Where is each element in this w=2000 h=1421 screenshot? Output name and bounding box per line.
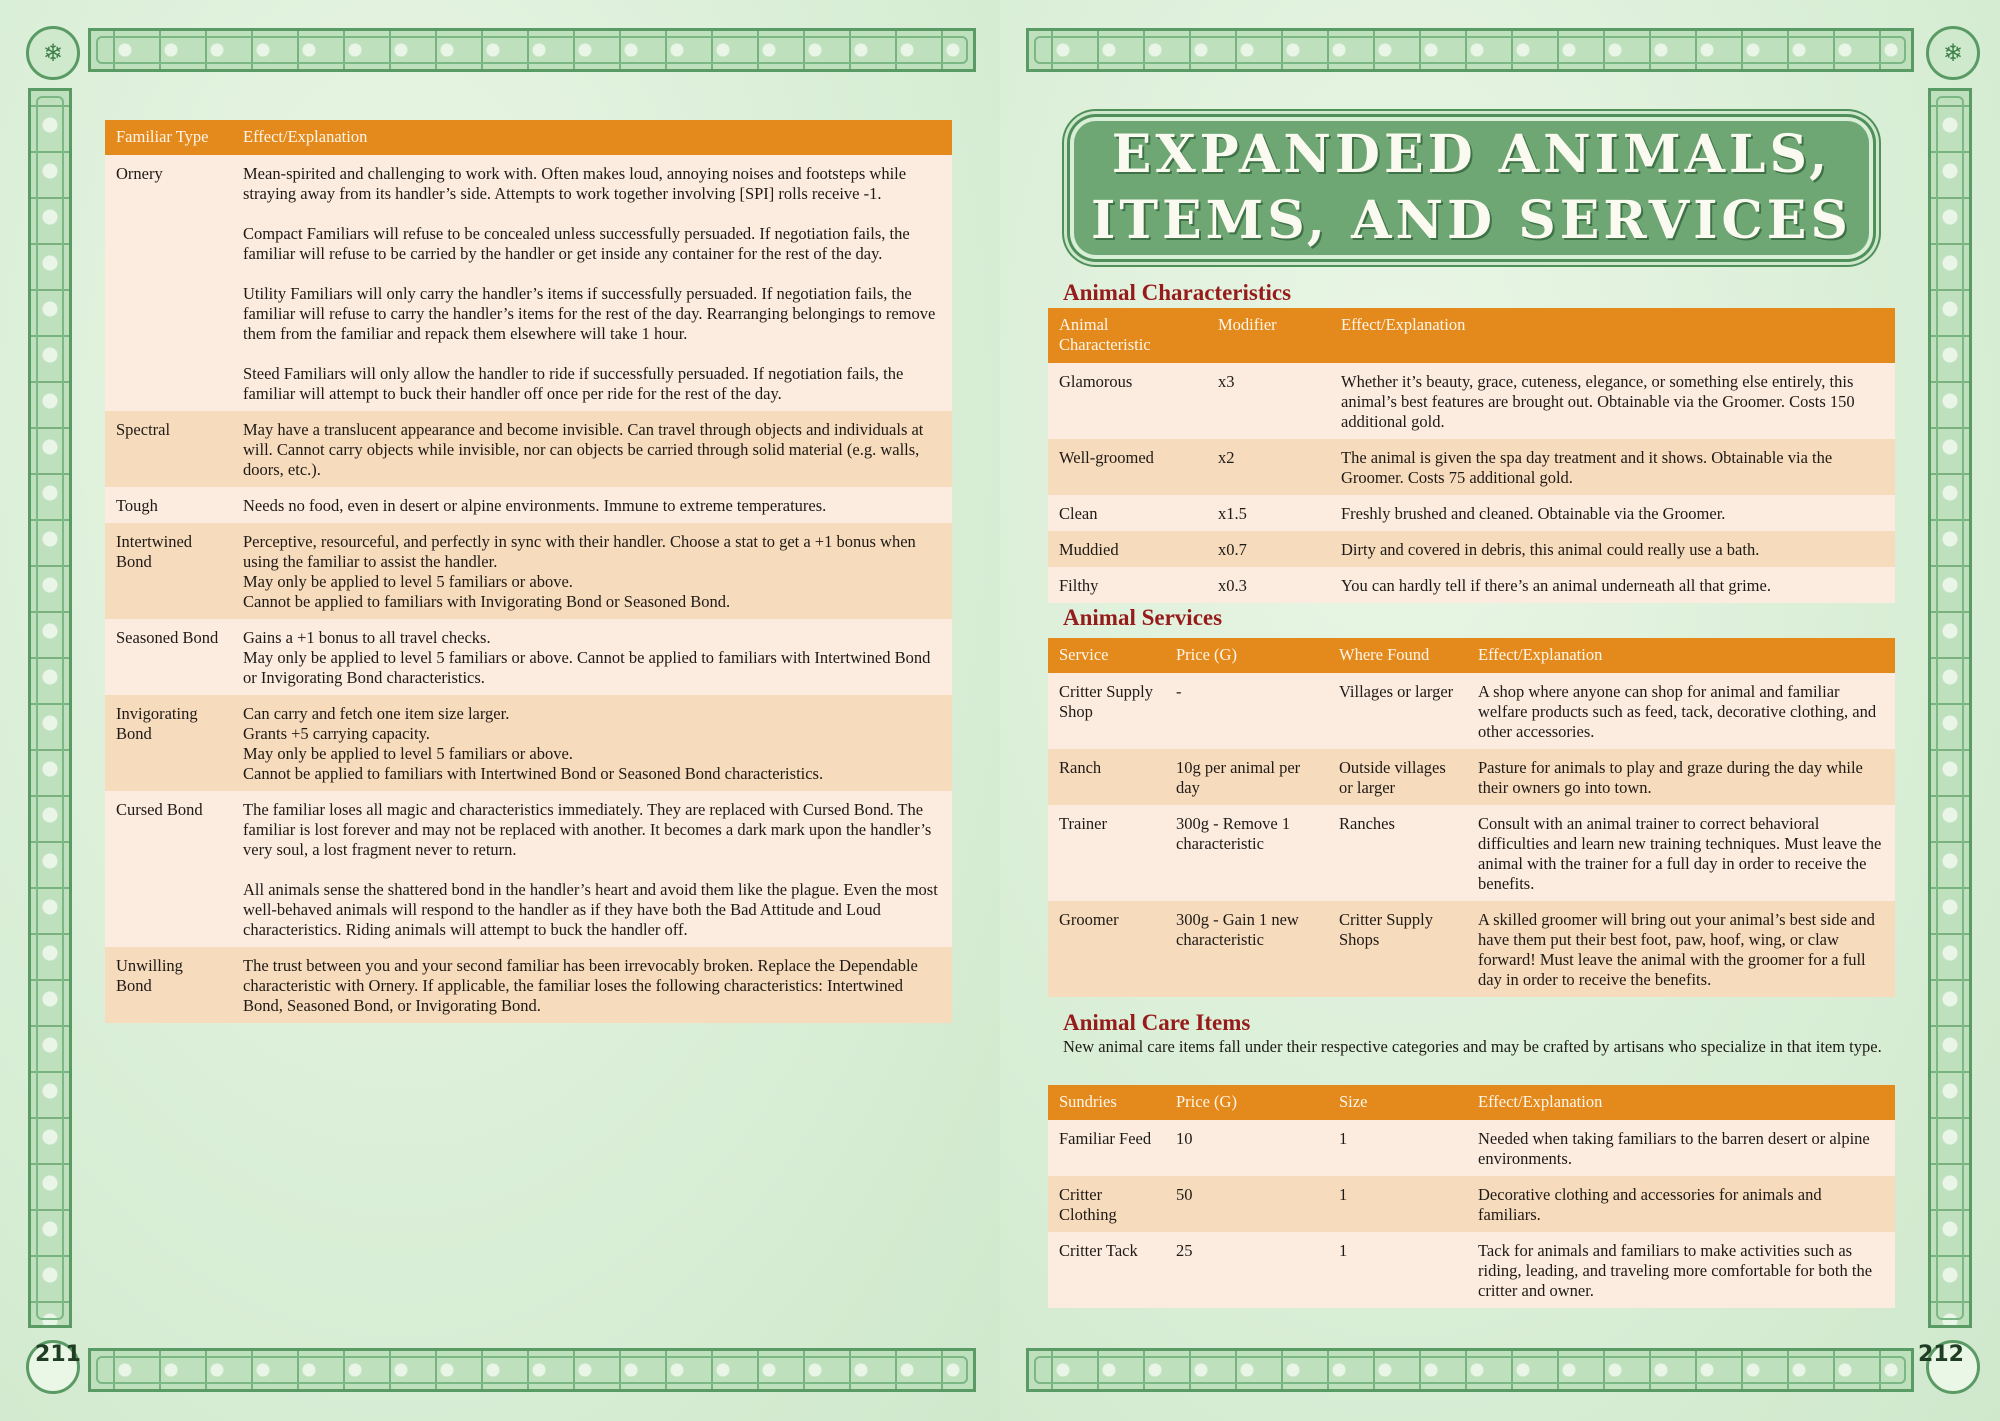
- effect-line: Gains a +1 bonus to all travel checks.: [243, 628, 491, 647]
- animal-care-items-table: [1048, 1085, 1895, 1308]
- column-header: Size: [1328, 1085, 1467, 1120]
- effect-paragraph: All animals sense the shattered bond in the handler’s heart and avoid them like the plague. Even the most well-behaved animals will respond to the handler as if they have both the Bad Attitude and Loud characteristics. Riding animals will attempt to buck the handler off.: [243, 880, 938, 939]
- effect-cell: [232, 487, 952, 523]
- effect-line: Cannot be applied to familiars with Intertwined Bond or Seasoned Bond characteristics.: [243, 764, 824, 783]
- table-row: [105, 619, 952, 695]
- modifier-cell: x1.5: [1207, 495, 1330, 531]
- effect-line: May have a translucent appearance and become invisible. Can travel through objects and individuals at will. Cannot carry objects while invisible, nor can objects be carried through solid material (e.g. walls, doors, etc.).: [243, 420, 924, 479]
- flame-ornament-icon: ❄: [1926, 26, 1980, 80]
- price-cell: 50: [1165, 1176, 1328, 1232]
- effect-line: Perceptive, resourceful, and perfectly in sync with their handler. Choose a stat to get a +1 bonus when using the familiar to assist the handler.: [243, 532, 916, 571]
- column-header: Price (G): [1165, 1085, 1328, 1120]
- effect-cell: Pasture for animals to play and graze during the day while their owners go into town.: [1467, 749, 1895, 805]
- column-header: Animal Characteristic: [1048, 308, 1207, 363]
- table-row: [105, 695, 952, 791]
- effect-cell: Needed when taking familiars to the barren desert or alpine environments.: [1467, 1120, 1895, 1176]
- effect-line: Cannot be applied to familiars with Invigorating Bond or Seasoned Bond.: [243, 592, 731, 611]
- familiar-type-cell: Tough: [105, 487, 232, 523]
- column-header: Effect/Explanation: [232, 120, 952, 155]
- effect-paragraph: Utility Familiars will only carry the handler’s items if successfully persuaded. If negotiation fails, the familiar will refuse to carry the handler’s items for the rest of the day. Rearranging belongings to remove them from the familiar and repack them elsewhere will take 1 hour.: [243, 284, 936, 343]
- effect-cell: Whether it’s beauty, grace, cuteness, elegance, or something else entirely, this animal’s best features are brought out. Obtainable via the Groomer. Costs 150 additional gold.: [1330, 363, 1895, 439]
- effect-cell: A skilled groomer will bring out your animal’s best side and have them put their best foot, paw, hoof, wing, or claw forward! Must leave the animal with the groomer for a full day in order to receive the benefits.: [1467, 901, 1895, 997]
- table-header-row: [1048, 1085, 1895, 1120]
- effect-paragraph: Mean-spirited and challenging to work with. Often makes loud, annoying noises and footsteps while straying away from its handler’s side. Attempts to work together involving [SPI] rolls receive -1.: [243, 164, 907, 203]
- effect-cell: Consult with an animal trainer to correct behavioral difficulties and learn new training techniques. Must leave the animal with the trainer for a full day in order to receive the benefits.: [1467, 805, 1895, 901]
- familiar-type-cell: Ornery: [105, 155, 232, 411]
- column-header: Effect/Explanation: [1467, 638, 1895, 673]
- modifier-cell: x3: [1207, 363, 1330, 439]
- column-header: Sundries: [1048, 1085, 1165, 1120]
- page-number: 211: [35, 1342, 81, 1367]
- familiar-type-cell: Unwilling Bond: [105, 947, 232, 1023]
- column-header: Where Found: [1328, 638, 1467, 673]
- effect-line: Needs no food, even in desert or alpine environments. Immune to extreme temperatures.: [243, 496, 827, 515]
- animal-characteristics-table: [1048, 308, 1895, 603]
- section-heading-characteristics: Animal Characteristics: [1063, 280, 1292, 305]
- chapter-title-banner: [1074, 121, 1869, 255]
- table-row: [1048, 1232, 1895, 1308]
- effect-paragraph: Compact Familiars will refuse to be concealed unless successfully persuaded. If negotiation fails, the familiar will refuse to be carried by the handler or get inside any container for the rest of the day.: [243, 224, 910, 263]
- column-header: Price (G): [1165, 638, 1328, 673]
- table-row: [105, 523, 952, 619]
- effect-cell: Tack for animals and familiars to make activities such as riding, leading, and traveling more comfortable for both the critter and owner.: [1467, 1232, 1895, 1308]
- price-cell: -: [1165, 673, 1328, 749]
- service-cell: Critter Supply Shop: [1048, 673, 1165, 749]
- table-row: [1048, 531, 1895, 567]
- column-header: Effect/Explanation: [1330, 308, 1895, 363]
- familiar-types-table: [105, 120, 952, 1023]
- characteristic-cell: Glamorous: [1048, 363, 1207, 439]
- service-cell: Ranch: [1048, 749, 1165, 805]
- modifier-cell: x0.7: [1207, 531, 1330, 567]
- characteristic-cell: Muddied: [1048, 531, 1207, 567]
- page-number: 212: [1918, 1342, 1964, 1367]
- familiar-type-cell: Cursed Bond: [105, 791, 232, 947]
- effect-cell: You can hardly tell if there’s an animal underneath all that grime.: [1330, 567, 1895, 603]
- effect-cell: The animal is given the spa day treatment and it shows. Obtainable via the Groomer. Costs 75 additional gold.: [1330, 439, 1895, 495]
- table-row: [1048, 439, 1895, 495]
- effect-cell: [232, 523, 952, 619]
- price-cell: 300g - Gain 1 new characteristic: [1165, 901, 1328, 997]
- effect-line: May only be applied to level 5 familiars or above. Cannot be applied to familiars with Intertwined Bond or Invigorating Bond characteristics.: [243, 648, 931, 687]
- table-row: [1048, 1120, 1895, 1176]
- table-header-row: [105, 120, 952, 155]
- familiar-type-cell: Spectral: [105, 411, 232, 487]
- effect-paragraph: The familiar loses all magic and characteristics immediately. They are replaced with Cursed Bond. The familiar is lost forever and may not be replaced with another. It becomes a dark mark upon the handler’s very soul, a lost fragment never to return.: [243, 800, 932, 859]
- table-row: [1048, 363, 1895, 439]
- table-row: [105, 411, 952, 487]
- effect-line: May only be applied to level 5 familiars or above.: [243, 572, 573, 591]
- effect-cell: A shop where anyone can shop for animal and familiar welfare products such as feed, tack, decorative clothing, and other accessories.: [1467, 673, 1895, 749]
- table-row: [1048, 567, 1895, 603]
- item-name-cell: Critter Tack: [1048, 1232, 1165, 1308]
- location-cell: Critter Supply Shops: [1328, 901, 1467, 997]
- table-row: [1048, 1176, 1895, 1232]
- effect-cell: [232, 411, 952, 487]
- effect-cell: [232, 791, 952, 947]
- table-row: [1048, 805, 1895, 901]
- border-top: [1026, 28, 1914, 72]
- border-right: [1928, 88, 1972, 1328]
- effect-line: Grants +5 carrying capacity.: [243, 724, 430, 743]
- characteristic-cell: Clean: [1048, 495, 1207, 531]
- service-cell: Trainer: [1048, 805, 1165, 901]
- effect-cell: [232, 155, 952, 411]
- item-name-cell: Familiar Feed: [1048, 1120, 1165, 1176]
- location-cell: Outside villages or larger: [1328, 749, 1467, 805]
- effect-line: May only be applied to level 5 familiars or above.: [243, 744, 573, 763]
- border-bottom: [88, 1348, 976, 1392]
- size-cell: 1: [1328, 1176, 1467, 1232]
- location-cell: Villages or larger: [1328, 673, 1467, 749]
- effect-line: Can carry and fetch one item size larger.: [243, 704, 510, 723]
- column-header: Effect/Explanation: [1467, 1085, 1895, 1120]
- chapter-title-line: EXPANDED ANIMALS,: [1111, 124, 1832, 185]
- table-row: [105, 947, 952, 1023]
- animal-services-table: [1048, 638, 1895, 997]
- table-row: [105, 155, 952, 411]
- effect-cell: [232, 695, 952, 791]
- column-header: Modifier: [1207, 308, 1330, 363]
- border-bottom: [1026, 1348, 1914, 1392]
- familiar-type-cell: Intertwined Bond: [105, 523, 232, 619]
- section-heading-care-items: Animal Care Items: [1063, 1010, 1251, 1035]
- effect-cell: [232, 619, 952, 695]
- care-items-intro: New animal care items fall under their respective categories and may be crafted by artisans who specialize in that item type.: [1063, 1037, 1882, 1056]
- table-row: [1048, 901, 1895, 997]
- table-row: [105, 487, 952, 523]
- flame-ornament-icon: ❄: [26, 26, 80, 80]
- service-cell: Groomer: [1048, 901, 1165, 997]
- effect-cell: Freshly brushed and cleaned. Obtainable via the Groomer.: [1330, 495, 1895, 531]
- column-header: Familiar Type: [105, 120, 232, 155]
- table-row: [1048, 749, 1895, 805]
- table-row: [1048, 673, 1895, 749]
- location-cell: Ranches: [1328, 805, 1467, 901]
- section-heading-services: Animal Services: [1063, 605, 1223, 630]
- modifier-cell: x2: [1207, 439, 1330, 495]
- price-cell: 300g - Remove 1 characteristic: [1165, 805, 1328, 901]
- column-header: Service: [1048, 638, 1165, 673]
- price-cell: 10g per animal per day: [1165, 749, 1328, 805]
- characteristic-cell: Filthy: [1048, 567, 1207, 603]
- effect-cell: Decorative clothing and accessories for animals and familiars.: [1467, 1176, 1895, 1232]
- size-cell: 1: [1328, 1232, 1467, 1308]
- modifier-cell: x0.3: [1207, 567, 1330, 603]
- table-header-row: [1048, 308, 1895, 363]
- chapter-title-line: ITEMS, AND SERVICES: [1091, 190, 1852, 251]
- price-cell: 10: [1165, 1120, 1328, 1176]
- border-top: [88, 28, 976, 72]
- table-header-row: [1048, 638, 1895, 673]
- effect-cell: Dirty and covered in debris, this animal could really use a bath.: [1330, 531, 1895, 567]
- border-left: [28, 88, 72, 1328]
- table-row: [1048, 495, 1895, 531]
- familiar-type-cell: Invigorating Bond: [105, 695, 232, 791]
- effect-cell: [232, 947, 952, 1023]
- effect-paragraph: Steed Familiars will only allow the handler to ride if successfully persuaded. If negotiation fails, the familiar will attempt to buck their handler off once per ride for the rest of the day.: [243, 364, 904, 403]
- size-cell: 1: [1328, 1120, 1467, 1176]
- effect-line: The trust between you and your second familiar has been irrevocably broken. Replace the Dependable characteristic with Ornery. If applicable, the familiar loses the following characteristics: Intertwined Bond, Seasoned Bond, or Invigorating Bond.: [243, 956, 918, 1015]
- characteristic-cell: Well-groomed: [1048, 439, 1207, 495]
- item-name-cell: Critter Clothing: [1048, 1176, 1165, 1232]
- table-row: [105, 791, 952, 947]
- price-cell: 25: [1165, 1232, 1328, 1308]
- familiar-type-cell: Seasoned Bond: [105, 619, 232, 695]
